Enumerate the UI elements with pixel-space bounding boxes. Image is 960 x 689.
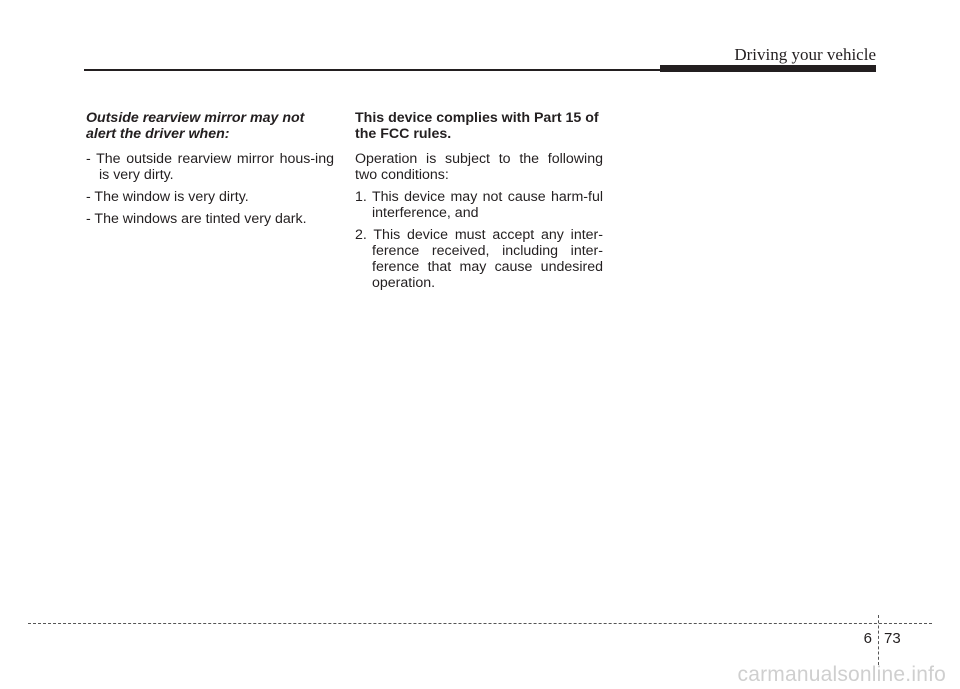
header-rule-thin	[84, 69, 660, 71]
footer-vertical-divider	[878, 615, 879, 665]
mirror-warning-heading: Outside rearview mirror may not alert the driver when:	[86, 110, 305, 142]
list-item: - The windows are tinted very dark.	[86, 211, 307, 227]
list-item: 1. This device may not cause harm-ful interference, and	[355, 189, 603, 221]
footer-dashed-rule	[28, 623, 932, 624]
list-item: - The outside rearview mirror hous-ing is very dirty.	[86, 151, 334, 183]
right-column	[355, 110, 603, 297]
chapter-number: 6	[863, 630, 872, 647]
fcc-heading: This device complies with Part 15 of the FCC rules.	[355, 110, 599, 142]
page-number: 73	[884, 630, 901, 647]
header-rule-thick	[660, 65, 876, 72]
list-item: - The window is very dirty.	[86, 189, 249, 205]
fcc-intro: Operation is subject to the following two conditions:	[355, 151, 603, 183]
left-column	[86, 110, 334, 233]
watermark-logo: carmanualsonline.info	[737, 663, 946, 686]
list-item: 2. This device must accept any inter-ference received, including inter-ference that may cause undesired operation.	[355, 227, 603, 291]
chapter-title: Driving your vehicle	[734, 45, 876, 64]
